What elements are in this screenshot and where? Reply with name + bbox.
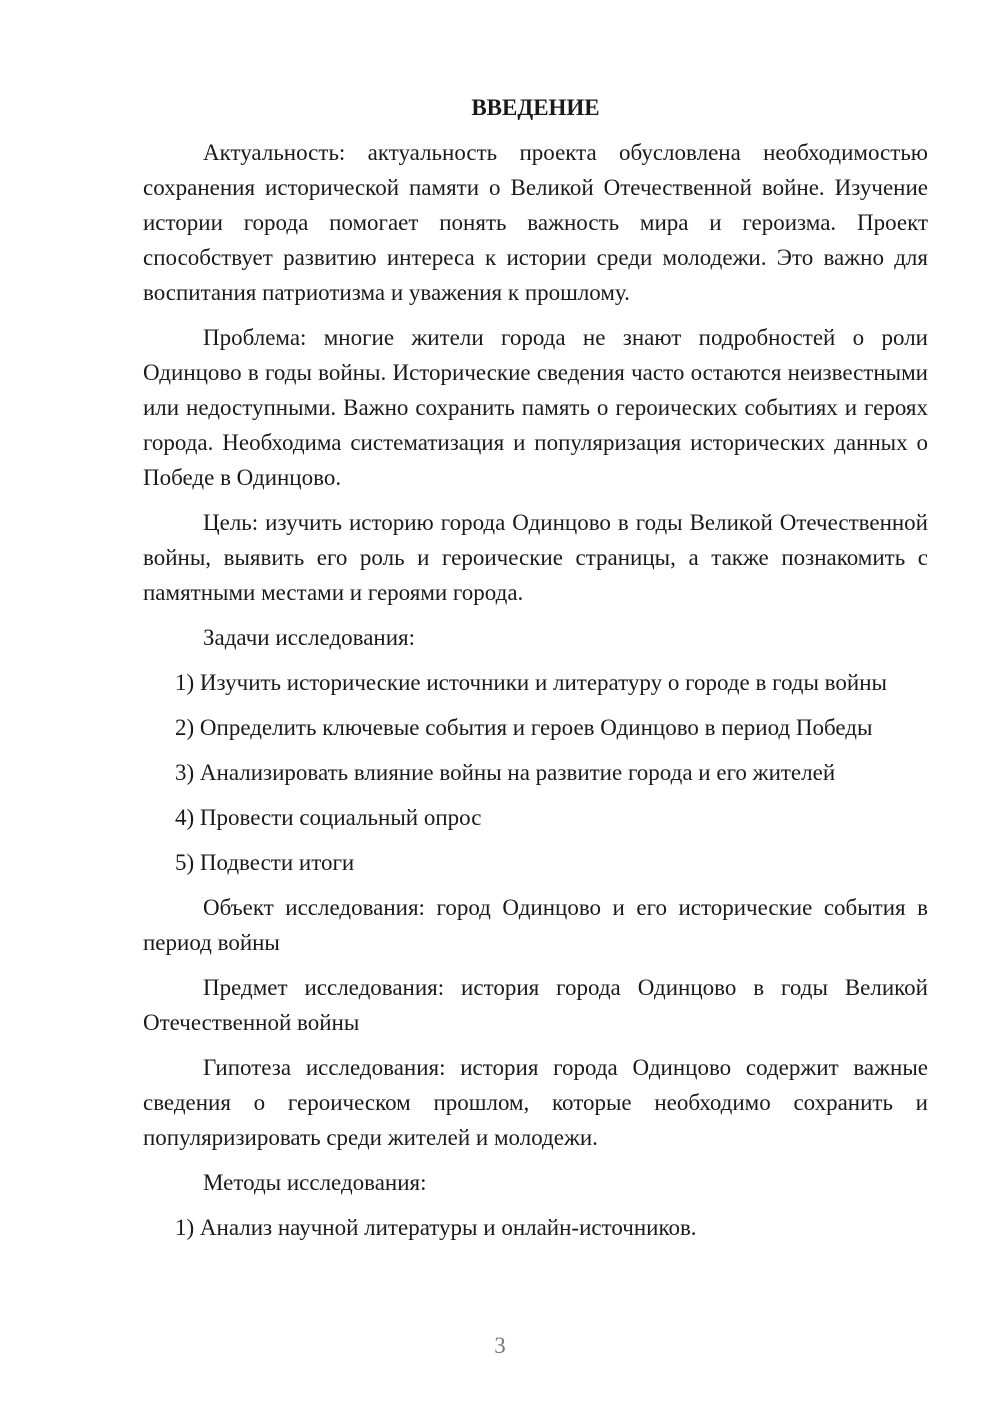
task-item-5: 5) Подвести итоги (175, 850, 355, 875)
relevance-paragraph: Актуальность: актуальность проекта обусловлена необходимостью сохранения исторической памяти о Великой Отечественной войне. Изучение истории города помогает понять важность мира и героизма. Проект способствует развитию интереса к истории среди молодежи. Это важно для воспитания патриотизма и уважения к прошлому. (143, 140, 928, 305)
document-page (143, 90, 928, 1255)
hypothesis-paragraph: Гипотеза исследования: история города Одинцово содержит важные сведения о героическом прошлом, которые необходимо сохранить и популяризировать среди жителей и молодежи. (143, 1055, 928, 1150)
task-item-2: 2) Определить ключевые события и героев Одинцово в период Победы (175, 715, 873, 740)
method-item-1: 1) Анализ научной литературы и онлайн-источников. (175, 1215, 697, 1240)
tasks-heading: Задачи исследования: (203, 625, 416, 650)
subject-paragraph: Предмет исследования: история города Одинцово в годы Великой Отечественной войны (143, 975, 928, 1035)
methods-heading: Методы исследования: (203, 1170, 427, 1195)
page-number: 3 (494, 1333, 506, 1358)
problem-paragraph: Проблема: многие жители города не знают подробностей о роли Одинцово в годы войны. Исторические сведения часто остаются неизвестными или недоступными. Важно сохранить память о героических событиях и героях города. Необходима систематизация и популяризация исторических данных о Победе в Одинцово. (143, 325, 928, 490)
object-paragraph: Объект исследования: город Одинцово и его исторические события в период войны (143, 895, 928, 955)
section-title: ВВЕДЕНИЕ (471, 95, 600, 120)
task-item-4: 4) Провести социальный опрос (175, 805, 482, 830)
task-item-1: 1) Изучить исторические источники и литературу о городе в годы войны (175, 670, 887, 695)
task-item-3: 3) Анализировать влияние войны на развитие города и его жителей (175, 760, 836, 785)
goal-paragraph: Цель: изучить историю города Одинцово в годы Великой Отечественной войны, выявить его роль и героические страницы, а также познакомить с памятными местами и героями города. (143, 510, 928, 605)
